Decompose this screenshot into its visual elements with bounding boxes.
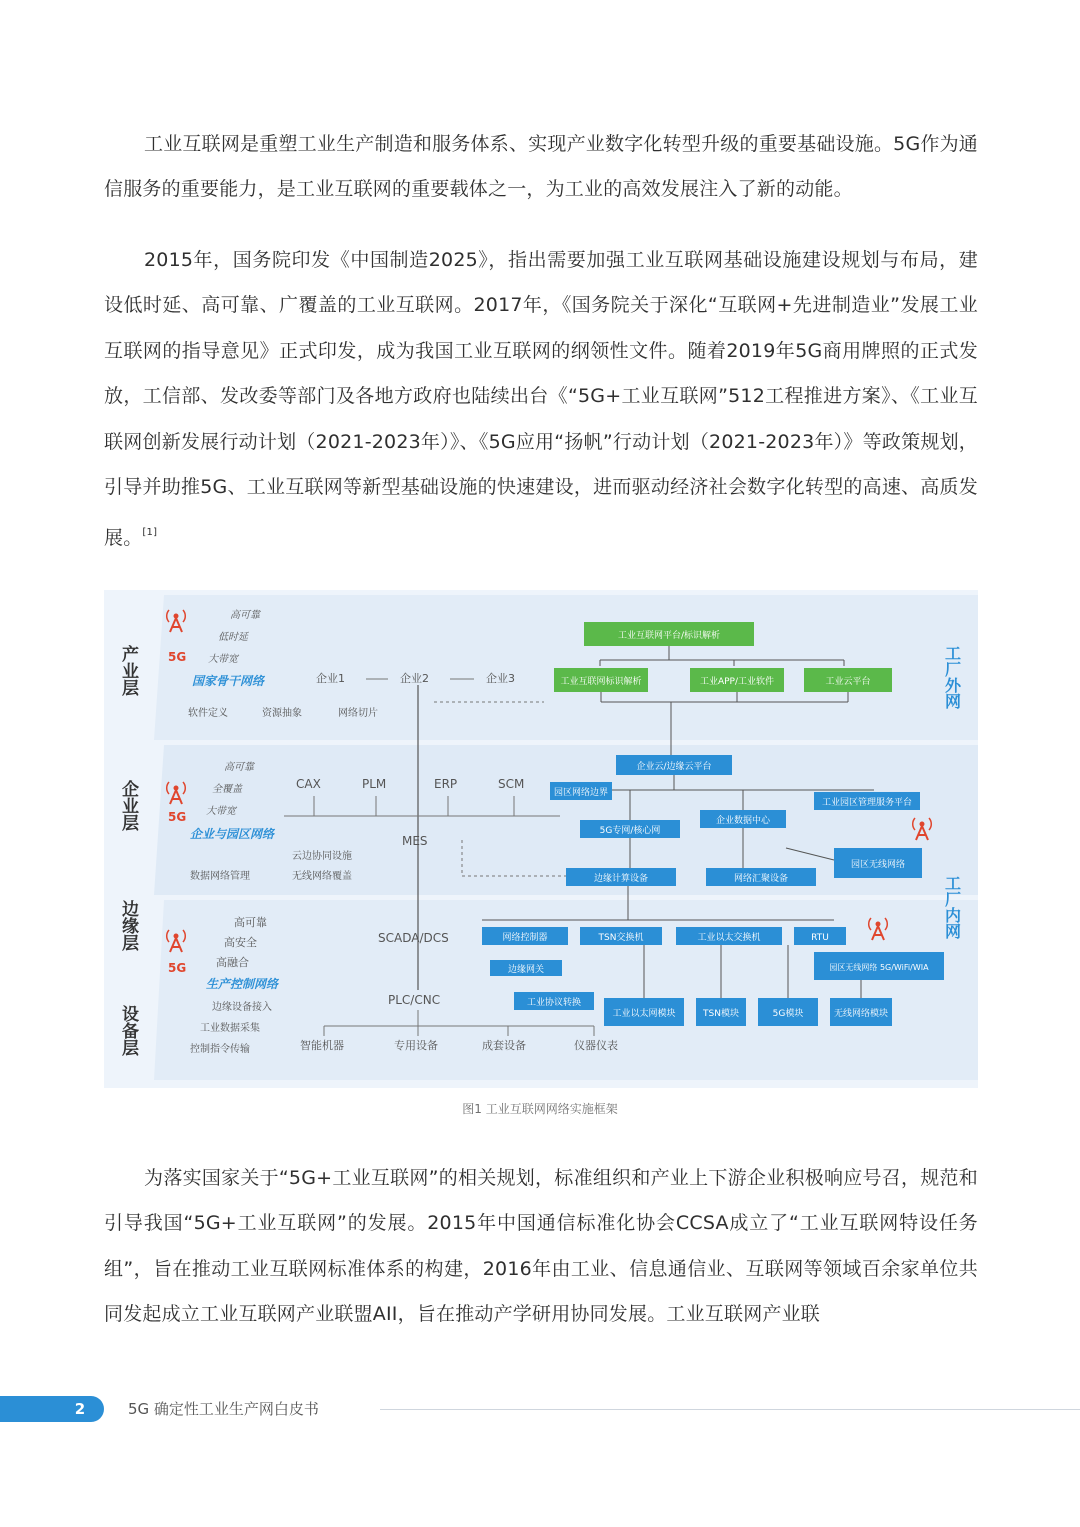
industry-feature: 软件定义 <box>188 708 228 719</box>
paragraph-policy: 2015年，国务院印发《中国制造2025》，指出需要加强工业互联网基础设施建设规划与布局，建设低时延、高可靠、广覆盖的工业互联网。2017年，《国务院关于深化“互联网+先进制造业”发展工业互联网的指导意见》正式印发，成为我国工业互联网的纲领性文件。随着2019年5G商用牌照的正式发放，工信部、发改委等部门及各地方政府也陆续出台《“5G+工业互联网”512工程推进方案》、《工业互联网创新发展行动计划（2021-2023年）》、《5G应用“扬帆”行动计划（2021-2023年）》等政策规划，引导并助推5G、工业互联网等新型基础设施的快速建设，进而驱动经济社会数字化转型的高速、高质发展。[1] <box>104 249 978 550</box>
edge-attr: 高安全 <box>224 936 257 949</box>
enterprise-box: 网络汇聚设备 <box>733 874 789 884</box>
edge-box: 工业以太交换机 <box>697 933 761 943</box>
industry-network-name: 国家骨干网络 <box>192 674 265 688</box>
platform-box: 工业互联网平台/标识解析 <box>617 631 721 641</box>
edge-attr: 高可靠 <box>234 916 267 929</box>
enterprise-box: 园区无线网络 <box>850 860 906 870</box>
enterprise-feature: 无线网络覆盖 <box>292 871 352 882</box>
layer-label-edge: 边缘层 <box>118 900 138 951</box>
edge-box: TSN交换机 <box>598 933 644 943</box>
edge-box: RTU <box>811 933 829 943</box>
side-label-outer: 工厂外网 <box>942 645 962 709</box>
enterprise-attr: 高可靠 <box>224 762 254 773</box>
platform-box: 工业APP/工业软件 <box>699 677 775 687</box>
system-plm: PLM <box>362 777 387 791</box>
layer-label-industry: 产业层 <box>118 645 138 696</box>
equipment-node: 成套设备 <box>482 1039 526 1052</box>
enterprise-node: 企业3 <box>486 672 515 685</box>
industry-feature: 网络切片 <box>338 708 378 719</box>
enterprise-attr: 大带宽 <box>206 806 236 817</box>
fiveg-label: 5G <box>168 810 187 824</box>
industry-attr: 低时延 <box>218 632 248 643</box>
enterprise-network-name: 企业与园区网络 <box>190 827 275 841</box>
industry-attr: 大带宽 <box>208 654 238 665</box>
platform-box: 工业云平台 <box>825 677 871 687</box>
edge-box: 园区无线网络 5G/WiFi/WIA <box>829 963 929 972</box>
device-box: TSN模块 <box>703 1009 739 1019</box>
edge-box: 边缘网关 <box>507 965 545 975</box>
system-scm: SCM <box>498 777 525 791</box>
system-erp: ERP <box>434 777 458 791</box>
industry-feature: 资源抽象 <box>262 708 302 719</box>
figure-caption: 图1 工业互联网网络实施框架 <box>462 1102 618 1116</box>
enterprise-box: 园区网络边界 <box>553 788 609 798</box>
layer-label-device: 设备层 <box>118 1005 138 1056</box>
layer-label-enterprise: 企业层 <box>118 780 138 831</box>
device-box: 无线网络模块 <box>833 1009 889 1019</box>
industry-attr: 高可靠 <box>230 610 260 621</box>
enterprise-box: 企业云/边缘云平台 <box>636 762 712 772</box>
equipment-node: 智能机器 <box>300 1039 344 1052</box>
footer-divider <box>380 1409 1080 1410</box>
platform-box: 工业互联网标识解析 <box>560 677 642 687</box>
equipment-node: 专用设备 <box>394 1039 438 1052</box>
reference-mark: [1] <box>142 527 158 539</box>
enterprise-box: 边缘计算设备 <box>593 874 649 884</box>
enterprise-box: 5G专网/核心网 <box>599 826 661 836</box>
paragraph-intro: 工业互联网是重塑工业生产制造和服务体系、实现产业数字化转型升级的重要基础设施。5G作为通信服务的重要能力，是工业互联网的重要载体之一，为工业的高效发展注入了新的动能。 <box>104 133 978 201</box>
system-mes: MES <box>402 834 428 848</box>
scada-node: SCADA/DCS <box>378 931 449 945</box>
plc-node: PLC/CNC <box>388 993 441 1007</box>
side-label-inner: 工厂内网 <box>942 875 962 939</box>
enterprise-feature: 数据网络管理 <box>190 871 250 882</box>
fiveg-label: 5G <box>168 650 187 664</box>
equipment-node: 仪器仪表 <box>574 1039 618 1052</box>
edge-attr: 高融合 <box>216 956 249 969</box>
network-framework-figure <box>104 590 978 1088</box>
enterprise-box: 工业园区管理服务平台 <box>821 798 913 808</box>
enterprise-attr: 全覆盖 <box>212 784 242 795</box>
device-box: 工业以太网模块 <box>612 1009 676 1019</box>
device-box: 5G模块 <box>772 1009 804 1019</box>
footer-doc-title: 5G 确定性工业生产网白皮书 <box>128 1400 319 1418</box>
system-cax: CAX <box>296 777 321 791</box>
paragraph-standards: 为落实国家关于“5G+工业互联网”的相关规划，标准组织和产业上下游企业积极响应号召，规范和引导我国“5G+工业互联网”的发展。2015年中国通信标准化协会CCSA成立了“工业互联网特设任务组”，旨在推动工业互联网标准体系的构建，2016年由工业、信息通信业、互联网等领域百余家单位共同发起成立工业互联网产业联盟AII，旨在推动产学研用协同发展。工业互联网产业联 <box>104 1167 978 1326</box>
page-number: 2 <box>74 1400 86 1418</box>
edge-network-name: 生产控制网络 <box>206 977 279 991</box>
edge-box: 网络控制器 <box>502 933 548 943</box>
enterprise-feature: 云边协同设施 <box>292 851 352 862</box>
enterprise-box: 企业数据中心 <box>715 816 771 826</box>
fiveg-label: 5G <box>168 961 187 975</box>
enterprise-node: 企业2 <box>400 672 429 685</box>
device-feature: 边缘设备接入 <box>212 1002 272 1013</box>
device-box: 工业协议转换 <box>526 998 582 1008</box>
device-feature: 控制指令传输 <box>190 1044 250 1055</box>
device-feature: 工业数据采集 <box>200 1023 260 1034</box>
enterprise-node: 企业1 <box>316 672 345 685</box>
